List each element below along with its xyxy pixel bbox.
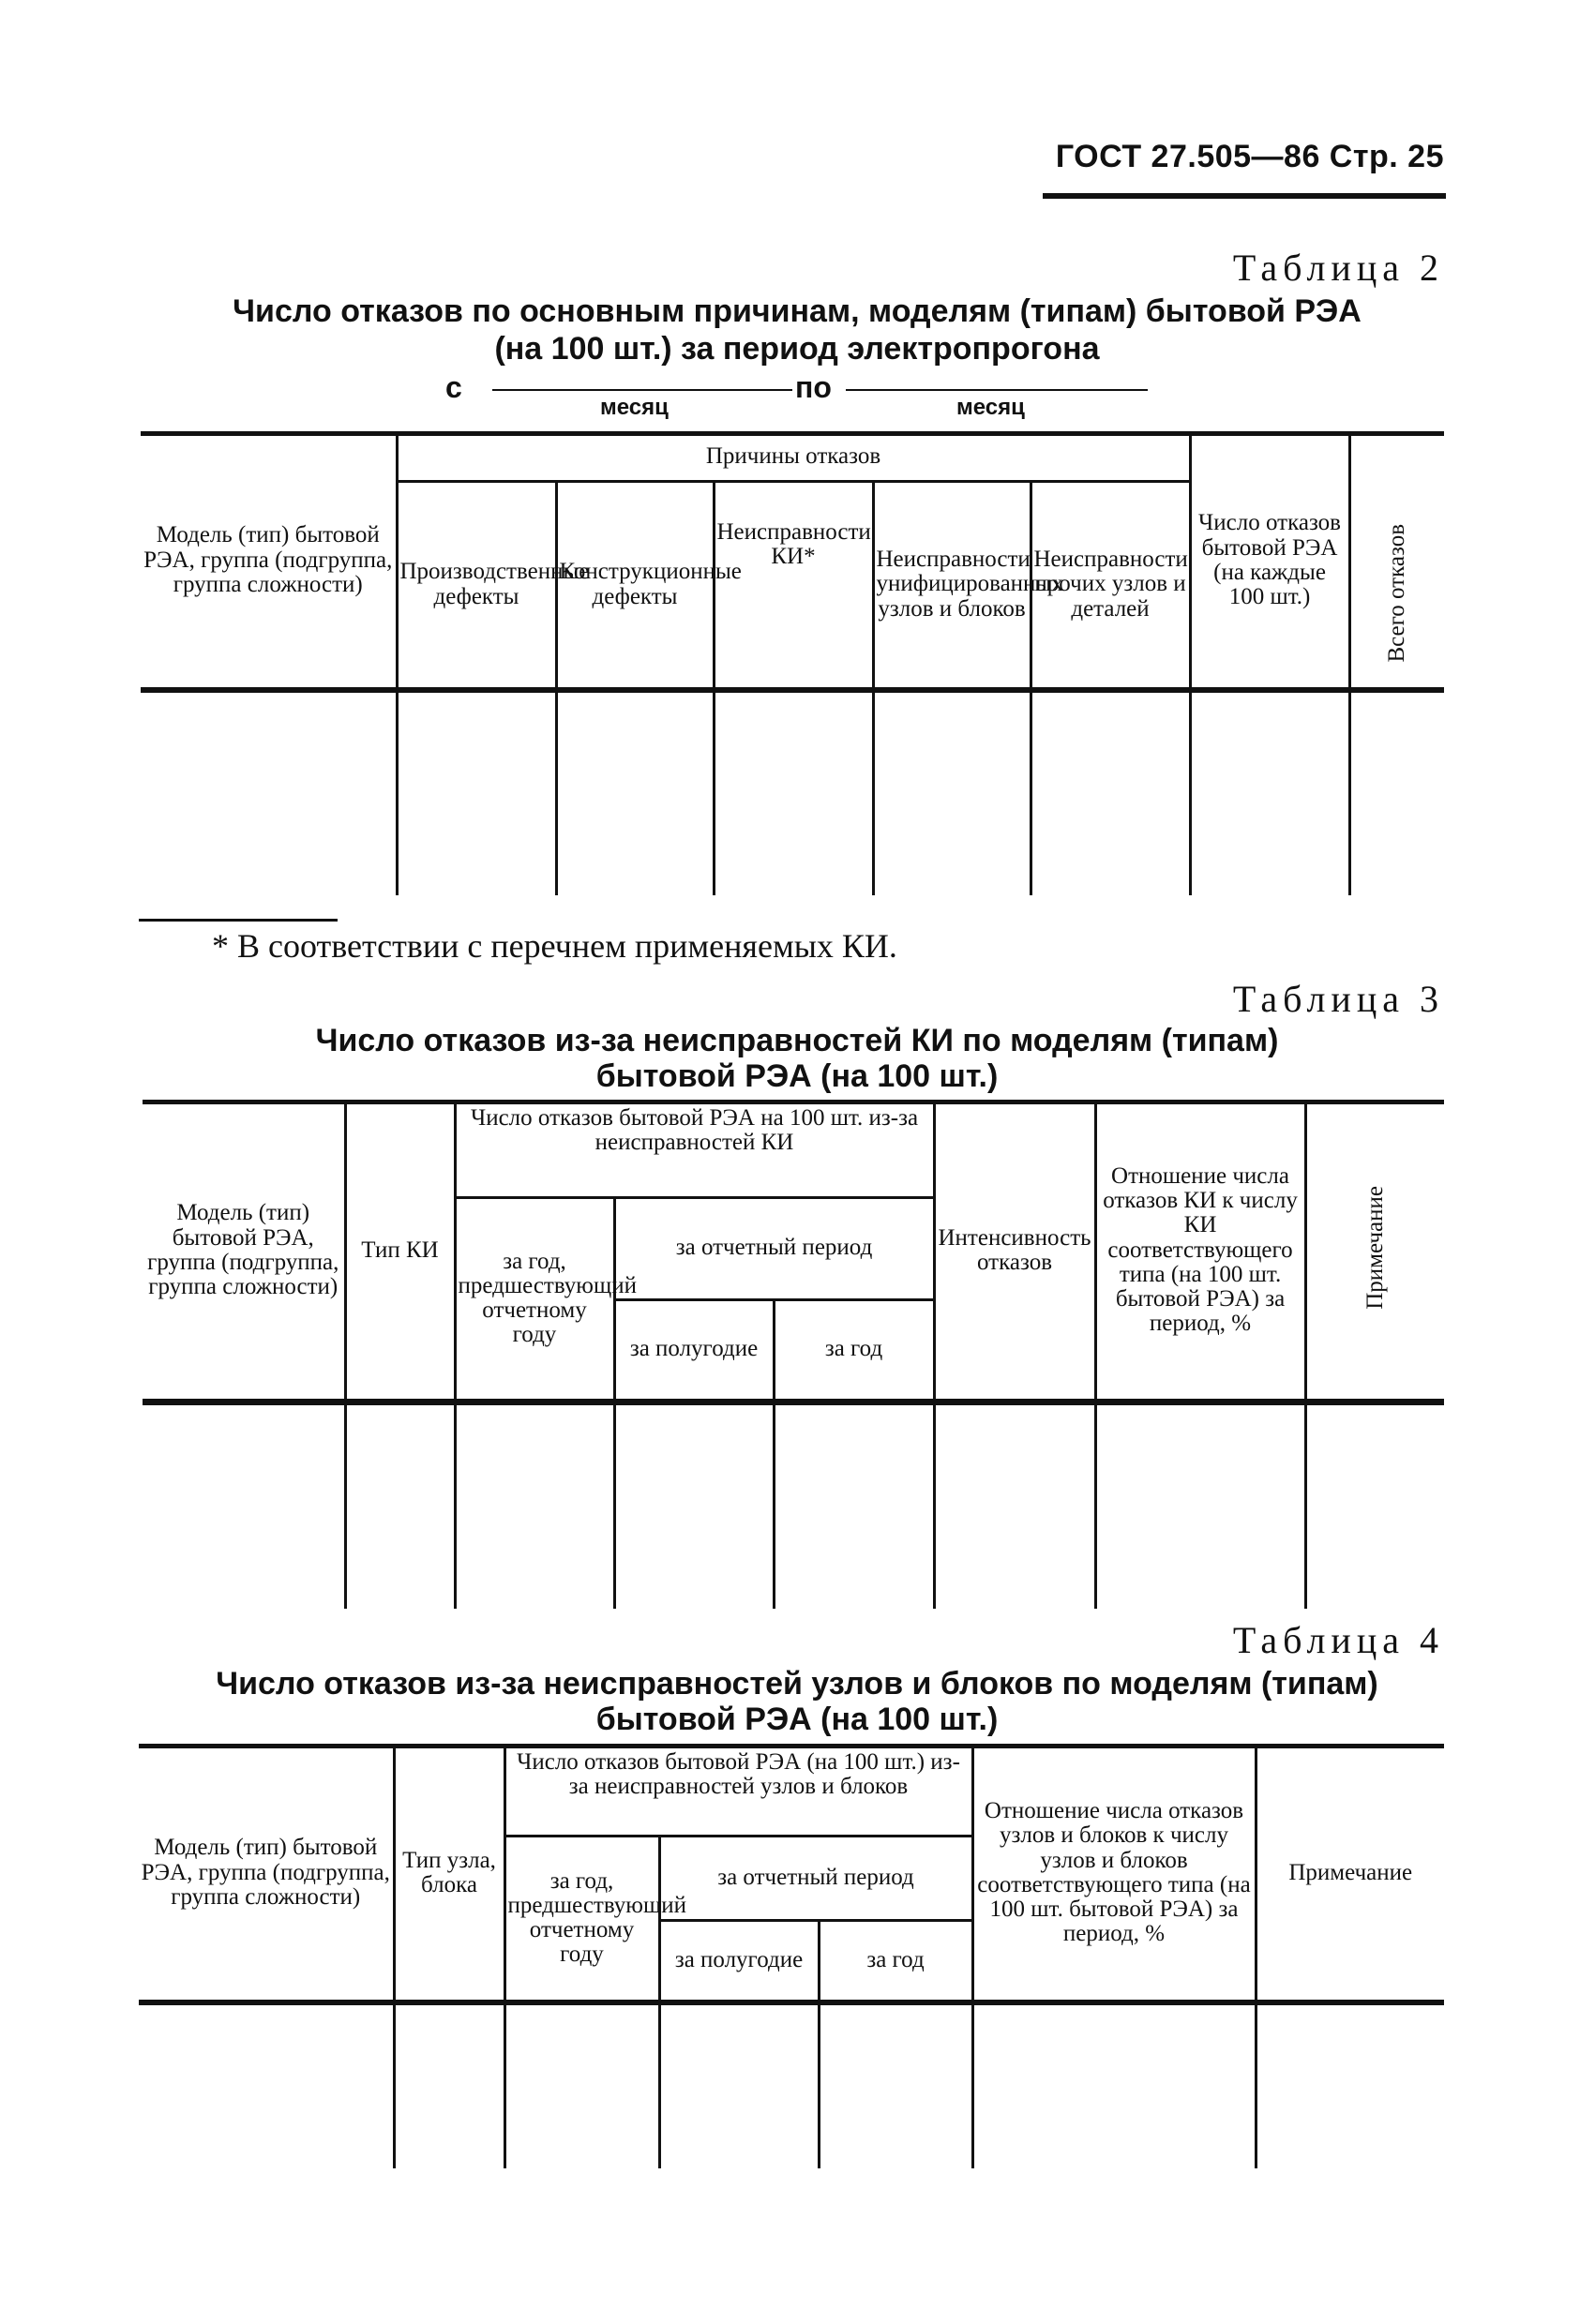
table3-col-ratio: Отношение числа отказов КИ к числу КИ соответствующего типа (на 100 шт. бытовой РЭА) за период, % — [1095, 1102, 1305, 1400]
table4-title-line1: Число отказов из-за неисправностей узлов и блоков по моделям (типам) — [216, 1666, 1378, 1702]
table3-col-year: за год — [774, 1299, 934, 1400]
table3-group-count: Число отказов бытовой РЭА на 100 шт. из-за неисправностей КИ — [455, 1102, 934, 1197]
table2-title-line2: (на 100 шт.) за период электропрогона — [494, 331, 1100, 367]
table3-col-intensity: Интенсивность отказов — [934, 1102, 1095, 1400]
table3-col-type: Тип КИ — [345, 1102, 455, 1400]
table2-body-cell — [556, 688, 714, 895]
table2-title-line1: Число отказов по основным причинам, моделям (типам) бытовой РЭА — [233, 293, 1362, 329]
table3-col-prev-year: за год, предшествующий отчетному году — [455, 1197, 614, 1400]
table3-body-cell — [1095, 1400, 1305, 1609]
table3-col-half: за полугодие — [614, 1299, 774, 1400]
table3-body-cell — [934, 1400, 1095, 1609]
page-header: ГОСТ 27.505—86 Стр. 25 — [1055, 139, 1444, 174]
table3-body-cell — [774, 1400, 934, 1609]
table4-body-cell — [504, 2001, 659, 2168]
table3-title-line2: бытовой РЭА (на 100 шт.) — [595, 1058, 999, 1094]
table3-group-report: за отчетный период — [614, 1197, 934, 1299]
table2-body-cell — [873, 688, 1031, 895]
table2-col-per100: Число отказов бытовой РЭА (на каждые 100 шт.) — [1190, 434, 1349, 688]
table4-col-model: Модель (тип) бытовой РЭА, группа (подгруппа, группа сложности) — [139, 1747, 394, 2001]
period-to: по — [795, 370, 832, 404]
table3-body-cell — [1305, 1400, 1444, 1609]
footnote-rule — [139, 919, 338, 922]
period-month2: месяц — [956, 395, 1025, 420]
table2-body-cell — [714, 688, 873, 895]
table2-label: Таблица 2 — [1232, 247, 1444, 289]
table4-col-type: Тип узла, блока — [394, 1747, 504, 2001]
table3-body-cell — [614, 1400, 774, 1609]
table4-body-cell — [394, 2001, 504, 2168]
table4-col-prev-year: за год, предшествующий отчетному году — [504, 1836, 659, 2001]
table4-col-half: за полугодие — [659, 1920, 819, 2001]
table4-body-cell — [659, 2001, 819, 2168]
period-blank-1 — [492, 389, 792, 391]
table4-group-count: Число отказов бытовой РЭА (на 100 шт.) из-за неисправностей узлов и блоков — [504, 1747, 972, 1836]
table3-body-cell — [345, 1400, 455, 1609]
period-month1: месяц — [600, 395, 669, 420]
table3-label: Таблица 3 — [1232, 978, 1444, 1020]
table2-body-cell — [397, 688, 556, 895]
table2-col-total: Всего отказов — [1349, 434, 1444, 688]
table4-col-ratio: Отношение числа отказов узлов и блоков к числу узлов и блоков соответствующего типа (на 100 шт. бытовой РЭА) за период, % — [972, 1747, 1256, 2001]
header-rule — [1043, 193, 1446, 199]
table4-body-cell — [819, 2001, 972, 2168]
table4-col-note: Примечание — [1256, 1747, 1444, 2001]
table2-col-unified: Неисправности унифицированных узлов и блоков — [873, 481, 1031, 688]
table4-group-report: за отчетный период — [659, 1836, 972, 1920]
footnote: * В соответствии с перечнем применяемых КИ. — [212, 927, 897, 965]
table4-body-cell — [139, 2001, 394, 2168]
table2-col-other: Неисправности прочих узлов и деталей — [1031, 481, 1190, 688]
table4-body-cell — [972, 2001, 1256, 2168]
table3-body-cell — [143, 1400, 345, 1609]
table2-group-causes: Причины отказов — [397, 434, 1190, 481]
period-from: с — [445, 370, 462, 404]
table2-body-cell — [1349, 688, 1444, 895]
table4-body-cell — [1256, 2001, 1444, 2168]
table4-col-year: за год — [819, 1920, 972, 2001]
table3-col-model: Модель (тип) бытовой РЭА, группа (подгруппа, группа сложности) — [143, 1102, 345, 1400]
table2-col-constr: Конструкционные дефекты — [556, 481, 714, 688]
table4 — [139, 1747, 1444, 2168]
period-blank-2 — [846, 389, 1148, 391]
table2-col-prod: Производственные дефекты — [397, 481, 556, 688]
table4-title-line2: бытовой РЭА (на 100 шт.) — [595, 1702, 999, 1737]
table2-col-model: Модель (тип) бытовой РЭА, группа (подгруппа, группа сложности) — [141, 434, 397, 688]
table4-label: Таблица 4 — [1232, 1619, 1444, 1661]
table3-body-cell — [455, 1400, 614, 1609]
table2 — [141, 434, 1444, 895]
table2-body-cell — [1190, 688, 1349, 895]
table2-body-cell — [1031, 688, 1190, 895]
table3-col-note: Примечание — [1305, 1102, 1444, 1400]
table3-title-line1: Число отказов из-за неисправностей КИ по моделям (типам) — [315, 1023, 1279, 1058]
table3 — [143, 1102, 1444, 1609]
table2-body-cell — [141, 688, 397, 895]
table2-col-ki: Неисправности КИ* — [714, 481, 873, 688]
